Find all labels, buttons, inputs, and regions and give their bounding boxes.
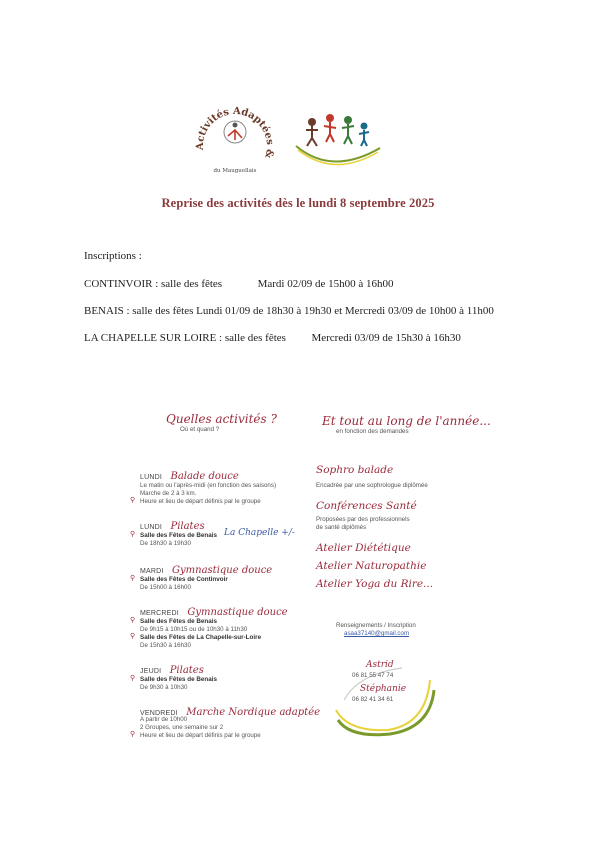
activity-name: Pilates <box>169 665 204 676</box>
activity-name: Marche Nordique adaptée <box>186 707 321 718</box>
inscription-place: BENAIS : salle des fêtes Lundi 01/09 de 18h30 à 19h30 et Mercredi 03/09 de 10h00 à 11h00 <box>84 305 494 317</box>
activity-detail: Marche de 2 à 3 km. <box>140 490 197 497</box>
activity-day: MARDI <box>140 568 164 575</box>
contact-email-link[interactable]: asaa37140@gmail.com <box>344 630 410 637</box>
activity-day: JEUDI <box>140 668 162 675</box>
activity-detail: Heure et lieu de départ définis par le groupe <box>140 732 261 739</box>
activity-detail: A partir de 10h00 <box>140 716 188 723</box>
extra-activity-title: Sophro balade <box>316 464 394 476</box>
contact-label: Renseignements / Inscription <box>336 622 416 629</box>
association-logo <box>190 92 280 178</box>
location-pin-icon: ⚲ <box>130 617 136 624</box>
extra-activity-title: Atelier Diététique <box>316 542 411 554</box>
logo-arc-text: Activités Adaptées & <box>194 105 276 160</box>
inscription-place: CONTINVOIR : salle des fêtes <box>84 278 223 290</box>
page-title: Reprise des activités dès le lundi 8 septembre 2025 <box>161 196 435 210</box>
activity-detail: De 18h30 à 19h30 <box>140 540 191 547</box>
extra-activity-title: Conférences Santé <box>316 500 417 512</box>
location-pin-icon: ⚲ <box>130 575 136 582</box>
activity-detail: De 9h30 à 10h30 <box>140 684 188 691</box>
activity-name: Pilates <box>170 521 205 532</box>
activity-detail: De 15h00 à 16h00 <box>140 584 191 591</box>
activity-detail: Salle des Fêtes de Continvoir <box>140 576 228 583</box>
activity-name: Gymnastique douce <box>172 565 273 576</box>
inscription-when: Mardi 02/09 de 15h00 à 16h00 <box>257 278 394 290</box>
extra-activity-title: Atelier Naturopathie <box>316 560 427 572</box>
activity-detail: Salle des Fêtes de Benais <box>140 618 217 625</box>
right-heading: Et tout au long de l'année... <box>322 414 491 428</box>
inscriptions-label: Inscriptions : <box>84 250 142 262</box>
inscription-line-continvoir <box>84 278 394 290</box>
extra-activity-detail: de santé diplômés <box>316 524 367 531</box>
extra-activity-detail: Encadrée par une sophrologue diplômée <box>316 482 428 489</box>
inscription-line-benais <box>84 305 494 317</box>
activity-name: Balade douce <box>170 471 239 482</box>
contact-name: Stéphanie <box>360 684 407 694</box>
left-heading: Quelles activités ? <box>166 412 277 426</box>
logo-subtext: du Mauguellais <box>213 168 257 174</box>
activity-day: MERCREDI <box>140 610 179 617</box>
inscription-when: Mercredi 03/09 de 15h30 à 16h30 <box>311 332 461 344</box>
activity-detail: Salle des Fêtes de Benais <box>140 676 217 683</box>
activities-illustration <box>292 106 382 172</box>
activity-day: LUNDI <box>140 474 163 481</box>
extra-activity-detail: Proposées par des professionnels <box>316 516 410 523</box>
activity-detail: De 15h30 à 16h30 <box>140 642 191 649</box>
activity-day: LUNDI <box>140 524 163 531</box>
right-subheading: en fonction des demandes <box>336 428 409 435</box>
activity-detail: Le matin ou l'après-midi (en fonction des saisons) <box>140 482 276 489</box>
inscription-place: LA CHAPELLE SUR LOIRE : salle des fêtes <box>84 332 286 344</box>
activity-detail: Salle des Fêtes de La Chapelle-sur-Loire <box>140 634 262 641</box>
extra-activity-title: Atelier Yoga du Rire... <box>316 578 434 590</box>
contact-name: Astrid <box>366 660 394 670</box>
contact-phone: 06 81 55 47 74 <box>352 672 394 679</box>
location-pin-icon: ⚲ <box>130 633 136 640</box>
location-pin-icon: ⚲ <box>130 675 136 682</box>
contact-phone: 06 82 41 34 61 <box>352 696 394 703</box>
activity-detail: 2 Groupes, une semaine sur 2 <box>140 724 224 731</box>
location-pin-icon: ⚲ <box>130 531 136 538</box>
location-pin-icon: ⚲ <box>130 731 136 738</box>
left-subheading: Où et quand ? <box>180 426 220 433</box>
svg-text:Activités Adaptées & Santé <box>190 92 275 159</box>
activity-day: VENDREDI <box>140 710 178 717</box>
activity-name: Gymnastique douce <box>187 607 288 618</box>
inscription-line-la-chapelle <box>84 332 461 344</box>
handwritten-note: La Chapelle +/- <box>224 528 295 538</box>
activity-detail: De 9h15 à 10h15 ou de 10h30 à 11h30 <box>140 626 248 633</box>
activity-detail: Heure et lieu de départ définis par le groupe <box>140 498 261 505</box>
location-pin-icon: ⚲ <box>130 497 136 504</box>
activity-detail: Salle des Fêtes de Benais <box>140 532 217 539</box>
